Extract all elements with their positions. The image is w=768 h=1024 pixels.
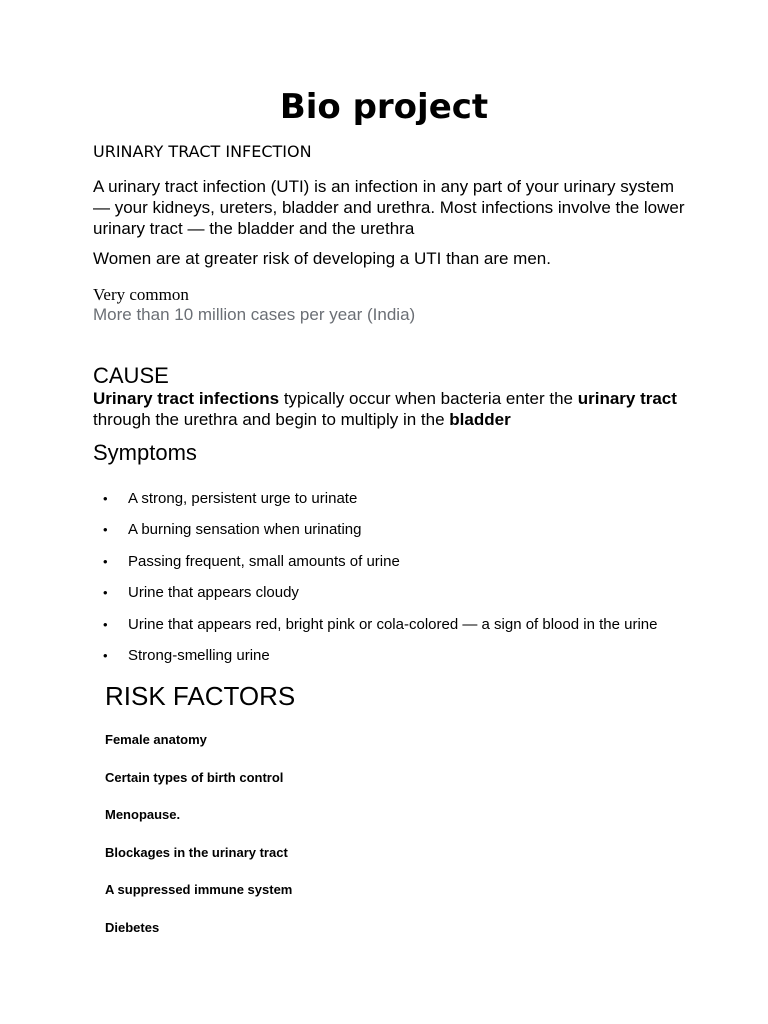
bullet-icon: • [103, 647, 108, 663]
list-item: A suppressed immune system [105, 882, 293, 897]
list-item: Blockages in the urinary tract [105, 844, 288, 860]
bullet-icon: • [103, 585, 108, 601]
subtitle: URINARY TRACT INFECTION [93, 142, 312, 161]
symptom-text: A strong, persistent urge to urinate [128, 490, 358, 507]
symptom-text: Urine that appears cloudy [128, 584, 299, 602]
bullet-icon: • [103, 553, 108, 569]
cases-note: More than 10 million cases per year (India) [93, 305, 416, 324]
symptom-text: Passing frequent, small amounts of urine [128, 552, 400, 570]
symptom-text: Urine that appears red, bright pink or cola-colored — a sign of blood in the urine [128, 615, 658, 633]
risk-factors-list [105, 731, 292, 956]
list-item: Certain types of birth control [105, 769, 284, 785]
list-item [93, 552, 733, 583]
list-item: Menopause. [105, 807, 181, 822]
list-item [93, 520, 733, 551]
symptom-text: A burning sensation when urinating [128, 521, 362, 539]
bullet-icon: • [103, 491, 108, 506]
list-item [93, 489, 733, 520]
risk-factors-heading: RISK FACTORS [105, 681, 296, 711]
page-title: Bio project [279, 87, 489, 127]
intro-paragraph: A urinary tract infection (UTI) is an infection in any part of your urinary system — your kidneys, ureters, bladder and urethra. Most infections involve the lower urinary tract — the bladder and the urethra [93, 177, 685, 238]
cause-bold-term: bladder [449, 410, 511, 429]
bullet-icon: • [103, 522, 108, 538]
symptom-text: Strong-smelling urine [128, 646, 270, 664]
bullet-icon: • [103, 616, 108, 632]
risk-statement: Women are at greater risk of developing a UTI than are men. [93, 249, 551, 268]
cause-text: through the urethra and begin to multiply in the [93, 410, 450, 429]
list-item [93, 615, 733, 646]
list-item: Diebetes [105, 919, 160, 935]
cause-paragraph [93, 388, 683, 430]
list-item [93, 583, 733, 614]
common-label: Very common [93, 285, 189, 304]
symptoms-heading: Symptoms [93, 440, 197, 465]
cause-bold-term: Urinary tract infections [93, 389, 280, 408]
list-item [93, 646, 733, 677]
symptoms-list [93, 489, 733, 677]
cause-text: typically occur when bacteria enter the [279, 389, 578, 408]
cause-heading: CAUSE [93, 363, 169, 388]
cause-bold-term: urinary tract [577, 389, 677, 408]
list-item: Female anatomy [105, 732, 207, 747]
